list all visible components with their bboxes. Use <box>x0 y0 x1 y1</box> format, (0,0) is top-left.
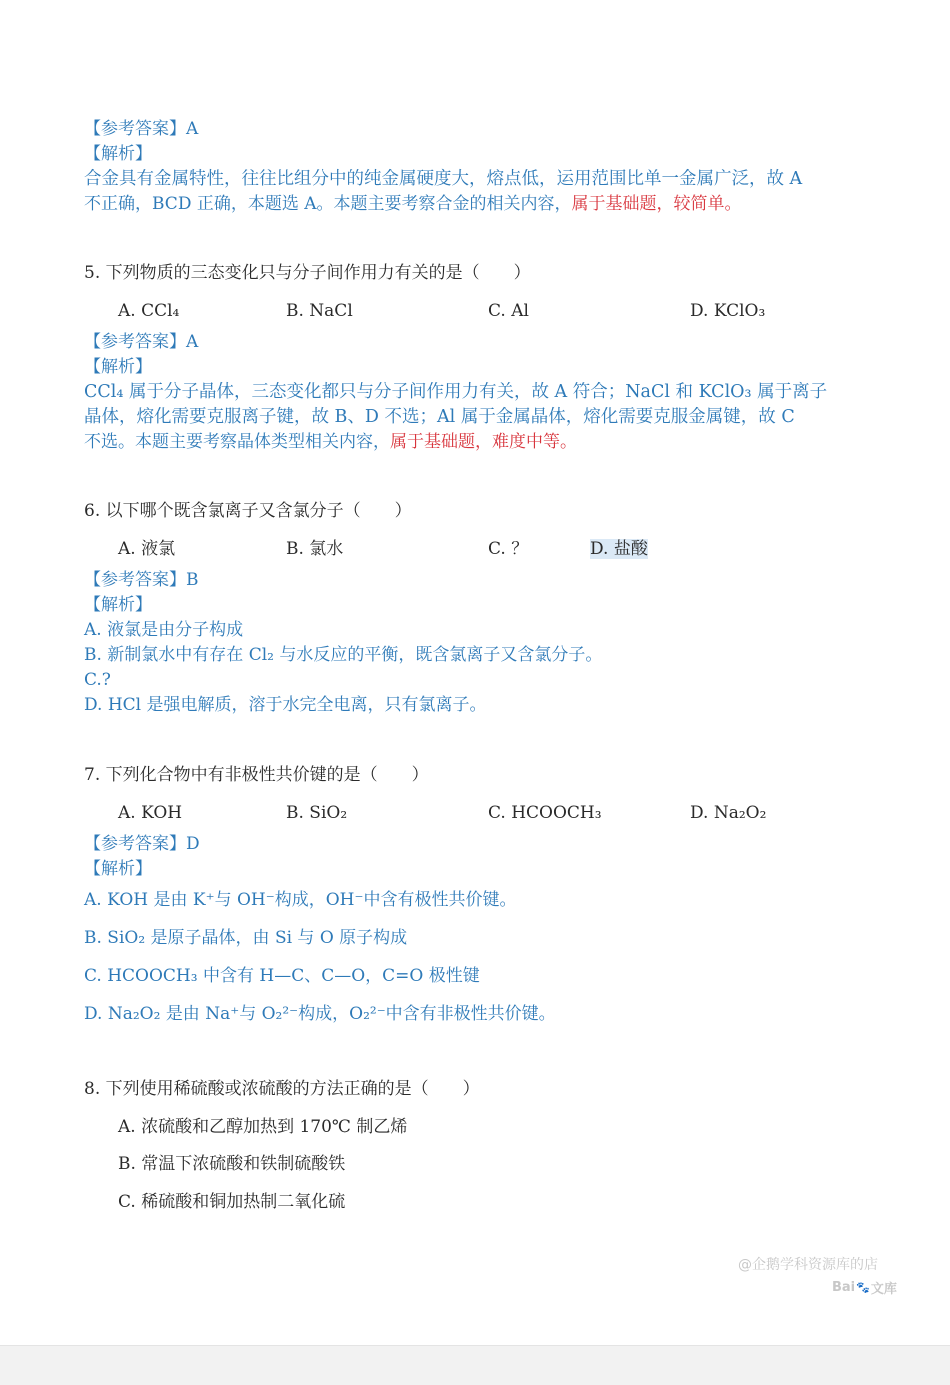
wenku-logo-text: 文库 <box>870 1282 897 1297</box>
q6-question: 6. 以下哪个既含氯离子又含氯分子（ ） <box>84 501 412 521</box>
q7-answer: 【参考答案】D <box>84 834 200 854</box>
q5-option-a: A. CCl₄ <box>118 301 180 321</box>
q5-difficulty: 属于基础题，难度中等。 <box>390 432 577 452</box>
shop-watermark: @企鹅学科资源库的店 <box>738 1257 878 1273</box>
q7-option-d: D. Na₂O₂ <box>690 803 767 823</box>
q7-analysis-line: B. SiO₂ 是原子晶体，由 Si 与 O 原子构成 <box>84 928 408 948</box>
q4-analysis-label: 【解析】 <box>84 144 152 164</box>
q6-analysis-line: A. 液氯是由分子构成 <box>84 620 244 640</box>
q5-analysis-line <box>84 431 577 453</box>
q8-option-c: C. 稀硫酸和铜加热制二氧化硫 <box>118 1192 346 1212</box>
q7-question: 7. 下列化合物中有非极性共价键的是（ ） <box>84 765 429 785</box>
q6-answer: 【参考答案】B <box>84 570 199 590</box>
q4-difficulty: 属于基础题，较简单。 <box>571 194 742 214</box>
q7-option-c: C. HCOOCH₃ <box>488 803 602 823</box>
q7-analysis-line: D. Na₂O₂ 是由 Na⁺与 O₂²⁻构成，O₂²⁻中含有非极性共价键。 <box>84 1004 556 1024</box>
q7-analysis-line: A. KOH 是由 K⁺与 OH⁻构成，OH⁻中含有极性共价键。 <box>84 890 517 910</box>
paw-icon: 🐾 <box>856 1281 870 1294</box>
q7-option-b: B. SiO₂ <box>286 803 348 823</box>
q7-option-a: A. KOH <box>118 803 183 823</box>
q5-analysis-text: 不选。本题主要考察晶体类型相关内容， <box>84 432 390 452</box>
page-bottom-strip <box>0 1345 950 1385</box>
q6-analysis-line: B. 新制氯水中有存在 Cl₂ 与水反应的平衡，既含氯离子又含氯分子。 <box>84 645 603 665</box>
q5-analysis-label: 【解析】 <box>84 357 152 377</box>
q8-question: 8. 下列使用稀硫酸或浓硫酸的方法正确的是（ ） <box>84 1079 480 1099</box>
q4-analysis-line: 合金具有金属特性，往往比组分中的纯金属硬度大，熔点低，运用范围比单一金属广泛，故 A <box>84 169 803 189</box>
q6-analysis-label: 【解析】 <box>84 595 152 615</box>
q5-option-c: C. Al <box>488 301 529 321</box>
q8-option-b: B. 常温下浓硫酸和铁制硫酸铁 <box>118 1154 346 1174</box>
q6-option-a: A. 液氯 <box>118 539 176 559</box>
q6-analysis-line: D. HCl 是强电解质，溶于水完全电离，只有氯离子。 <box>84 695 487 715</box>
q5-analysis-line: CCl₄ 属于分子晶体，三态变化都只与分子间作用力有关，故 A 符合；NaCl 和 KClO₃ 属于离子 <box>84 382 828 402</box>
q6-option-c: C. ？ <box>488 539 529 559</box>
q4-analysis-line <box>84 193 742 215</box>
q6-option-b: B. 氯水 <box>286 539 344 559</box>
q4-answer: 【参考答案】A <box>84 119 199 139</box>
q7-analysis-line: C. HCOOCH₃ 中含有 H—C、C—O，C=O 极性键 <box>84 966 480 986</box>
q5-analysis-line: 晶体，熔化需要克服离子键，故 B、D 不选；Al 属于金属晶体，熔化需要克服金属键，故 C <box>84 407 795 427</box>
q7-analysis-label: 【解析】 <box>84 859 152 879</box>
q6-option-d-text: D. 盐酸 <box>590 539 648 559</box>
q5-answer: 【参考答案】A <box>84 332 199 352</box>
baidu-wenku-logo <box>832 1278 897 1297</box>
q6-option-d <box>590 538 648 560</box>
q5-option-b: B. NaCl <box>286 301 353 321</box>
q8-option-a: A. 浓硫酸和乙醇加热到 170℃ 制乙烯 <box>118 1117 408 1137</box>
q5-question: 5. 下列物质的三态变化只与分子间作用力有关的是（ ） <box>84 263 531 283</box>
q4-analysis-text: 不正确，BCD 正确，本题选 A。本题主要考察合金的相关内容， <box>84 194 572 214</box>
q6-analysis-line: C.? <box>84 670 111 690</box>
q5-option-d: D. KClO₃ <box>690 301 766 321</box>
baidu-logo-text: Bai <box>832 1280 856 1295</box>
